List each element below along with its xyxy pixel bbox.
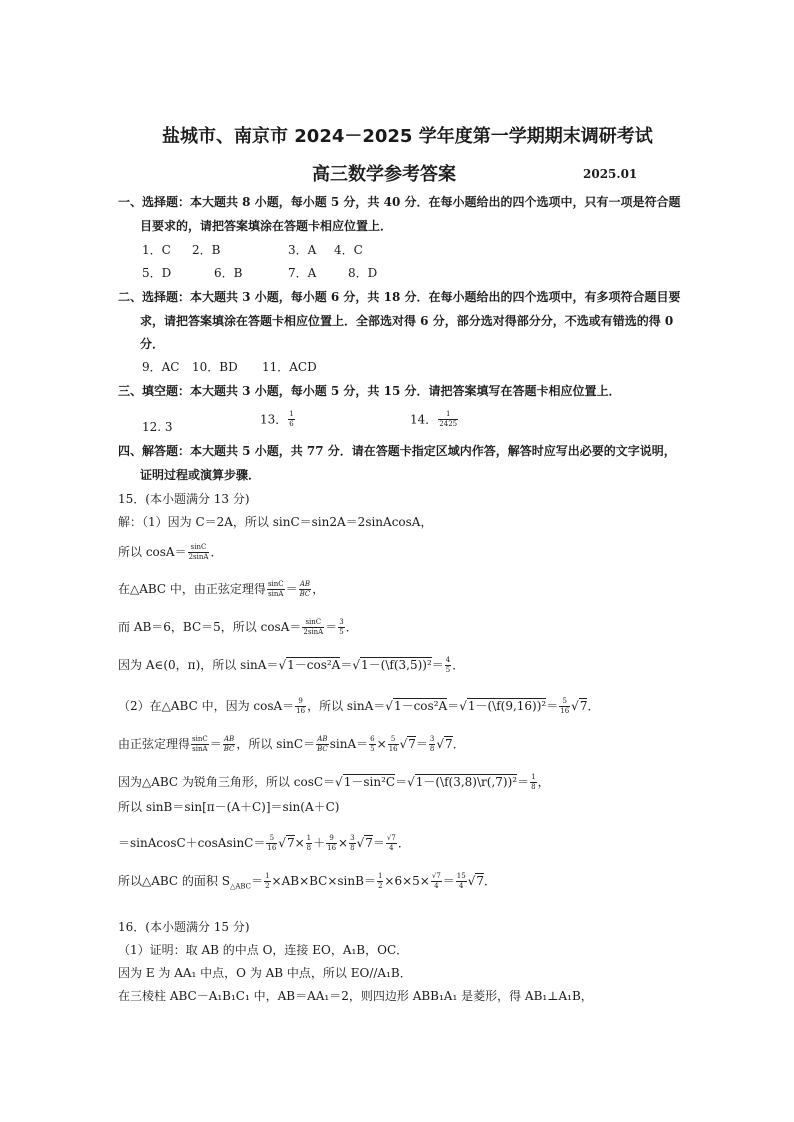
- fraction: [386, 834, 397, 853]
- sqrt-sign: √: [356, 836, 365, 850]
- text: ＝: [395, 775, 408, 789]
- numerator: 1: [438, 410, 458, 420]
- fraction: [299, 580, 312, 599]
- sec4-heading-b: 证明过程或演算步骤．: [140, 468, 261, 482]
- radicand: 1－(\f(3,5))²: [361, 658, 432, 672]
- q16-line-3: 在三棱柱 ABC－A₁B₁C₁ 中，AB＝AA₁＝2，则四边形 ABB₁A₁ 是菱形，得 AB₁⊥A₁B，: [118, 989, 593, 1003]
- q15-line-11: [118, 872, 496, 894]
- sqrt-sign: √: [467, 874, 476, 888]
- text: 所以△ABC 的面积 S: [118, 874, 230, 888]
- fraction: [445, 656, 451, 675]
- text: ×6×5×: [384, 874, 430, 888]
- sqrt-sign: √: [385, 699, 393, 713]
- denominator: 6: [289, 420, 294, 428]
- text: ＝: [340, 658, 353, 672]
- text: ．: [397, 836, 410, 850]
- sec1-heading-a: 一、选择题：本大题共 8 小题，每小题 5 分，共 40 分．在每小题给出的四个选项中，只有一项是符合题: [118, 195, 681, 209]
- q16-header: 16．(本小题满分 15 分): [118, 920, 250, 934]
- numerator: sinC: [192, 735, 208, 743]
- denominator: 5: [339, 628, 344, 636]
- text: ×AB×BC×sinB＝: [271, 874, 376, 888]
- numerator: 6: [370, 735, 375, 743]
- text: ，: [312, 582, 325, 596]
- sqrt-sign: √: [407, 775, 415, 789]
- text: ，所以 sinA＝: [307, 699, 386, 713]
- answer-13: [260, 410, 296, 429]
- q15-line-1: 解：（1）因为 C＝2A，所以 sinC＝sin2A＝2sinAcosA，: [118, 515, 433, 529]
- text: ＝: [517, 775, 530, 789]
- text: ＝: [251, 874, 264, 888]
- numerator: AB: [317, 735, 328, 743]
- denominator: 4: [389, 844, 394, 852]
- sqrt-sign: √: [459, 699, 467, 713]
- fraction: [349, 834, 355, 853]
- sqrt-sign: √: [335, 775, 343, 789]
- text: ＝: [442, 874, 455, 888]
- denominator: 8: [429, 745, 435, 753]
- radicand: 7: [286, 836, 295, 850]
- radicand: 1－(\f(9,16))²: [467, 699, 547, 713]
- fraction: [302, 618, 324, 637]
- denominator: 8: [531, 783, 536, 791]
- numerator: 3: [429, 735, 435, 743]
- fraction: [295, 697, 306, 716]
- q15-line-4: [118, 618, 358, 637]
- q15-line-6: [118, 697, 599, 716]
- text: ．: [587, 699, 600, 713]
- numerator: 4: [445, 656, 451, 664]
- text: ＝: [431, 658, 444, 672]
- numerator: 9: [326, 834, 337, 844]
- text: ．: [484, 874, 497, 888]
- numerator: 3: [350, 834, 355, 842]
- fraction: [306, 834, 312, 853]
- sec4-heading-a: 四、解答题：本大题共 5 小题，共 77 分．请在答题卡指定区域内作答，解答时应写出必要的文字说明，: [118, 444, 676, 458]
- text: ．: [452, 737, 465, 751]
- fraction: [267, 580, 285, 599]
- denominator: 16: [560, 707, 570, 715]
- fraction: [431, 872, 442, 891]
- numerator: 5: [388, 735, 399, 745]
- radicand: 7: [365, 836, 373, 850]
- numerator: AB: [223, 735, 235, 743]
- q15-line-9: 所以 sinB＝sin[π－(A＋C)]＝sin(A＋C): [118, 800, 340, 814]
- text: ＝: [285, 582, 298, 596]
- numerator: AB: [299, 580, 311, 588]
- fraction: [377, 872, 383, 891]
- fraction: [188, 543, 210, 562]
- radicand: 1－(\f(3,8)\r(,7))²: [415, 775, 518, 789]
- text: ，所以 sinC＝: [236, 737, 316, 751]
- denominator: 2425: [439, 420, 458, 428]
- q15-line-7: [118, 735, 465, 754]
- answer-9: 9．AC: [142, 360, 180, 374]
- numerator: 5: [559, 697, 570, 707]
- denominator: 5: [445, 666, 451, 674]
- fraction: [316, 735, 329, 754]
- q15-line-8: [118, 773, 550, 792]
- answer-11: 11．ACD: [262, 360, 317, 374]
- q15-header: 15．(本小题满分 13 分): [118, 492, 250, 506]
- text: ×: [338, 836, 349, 850]
- fraction: [388, 735, 399, 754]
- fraction: [264, 872, 270, 891]
- answer-14-label: 14．: [410, 412, 438, 427]
- text: ＝: [447, 699, 460, 713]
- numerator: 5: [266, 834, 277, 844]
- numerator: sinC: [267, 580, 284, 588]
- numerator: 15: [456, 872, 466, 880]
- fraction: [191, 735, 209, 754]
- sec1-heading-b: 目要求的，请把答案填涂在答题卡相应位置上．: [140, 219, 393, 233]
- text: ＝: [325, 620, 338, 634]
- text: ．: [210, 545, 223, 559]
- numerator: √7: [431, 872, 441, 880]
- numerator: 1: [531, 773, 536, 781]
- text: ×: [376, 737, 387, 751]
- text: ．: [452, 658, 465, 672]
- numerator: 1: [377, 872, 383, 880]
- fraction: [369, 735, 375, 754]
- answer-13-label: 13．: [260, 412, 288, 427]
- denominator: 4: [434, 882, 439, 890]
- q15-line-2: [118, 543, 222, 562]
- numerator: sinC: [188, 543, 210, 553]
- q15-line-10: [118, 834, 410, 853]
- numerator: 9: [295, 697, 306, 707]
- text: ＝: [372, 836, 385, 850]
- denominator: 2: [377, 882, 383, 890]
- fraction: [429, 735, 435, 754]
- answer-14: [410, 410, 459, 429]
- subscript: △ABC: [229, 882, 252, 891]
- text: 在△ABC 中，由正弦定理得: [118, 582, 266, 596]
- page-title: 盐城市、南京市 2024－2025 学年度第一学期期末调研考试: [162, 126, 653, 147]
- numerator: 1: [306, 834, 312, 842]
- sqrt-sign: √: [571, 699, 579, 713]
- fraction: [338, 618, 344, 637]
- denominator: 8: [350, 844, 355, 852]
- text: ＝sinAcosC＋cosAsinC＝: [118, 836, 266, 850]
- text: ×: [294, 836, 305, 850]
- answer-7: 7．A: [288, 266, 317, 280]
- denominator: 2: [265, 882, 270, 890]
- denominator: 8: [306, 844, 312, 852]
- denominator: 16: [267, 844, 277, 852]
- answer-13-fraction: [288, 410, 294, 429]
- fraction: [326, 834, 337, 853]
- text: 因为△ABC 为锐角三角形，所以 cosC＝: [118, 775, 336, 789]
- text: ，: [537, 775, 550, 789]
- q16-line-1: （1）证明：取 AB 的中点 O，连接 EO，A₁B，OC．: [118, 943, 409, 957]
- sec2-heading-a: 二、选择题：本大题共 3 小题，每小题 6 分，共 18 分．在每小题给出的四个选项中，有多项符合题目要: [118, 290, 681, 304]
- denominator: 16: [388, 745, 398, 753]
- answer-2: 2．B: [192, 243, 221, 257]
- text: ＝: [209, 737, 222, 751]
- sec2-heading-b: 求，请把答案填涂在答题卡相应位置上．全部选对得 6 分，部分选对得部分分，不选或有错选的得 0: [140, 314, 674, 328]
- numerator: 1: [265, 872, 270, 880]
- date: 2025.01: [583, 167, 638, 181]
- denominator: BC: [299, 590, 311, 598]
- fraction: [530, 773, 536, 792]
- sec2-heading-c: 分．: [140, 337, 165, 351]
- answer-4: 4．C: [334, 243, 363, 257]
- denominator: 5: [370, 745, 375, 753]
- answer-8: 8．D: [348, 266, 378, 280]
- sqrt-sign: √: [278, 836, 286, 850]
- radicand: 7: [579, 699, 588, 713]
- denominator: 2sinA: [188, 553, 209, 561]
- fraction: [266, 834, 277, 853]
- sqrt-sign: √: [352, 658, 361, 672]
- denominator: 2sinA: [303, 628, 324, 636]
- text: 因为 A∈(0，π)，所以 sinA＝: [118, 658, 279, 672]
- page-subtitle: 高三数学参考答案: [312, 164, 456, 185]
- answer-6: 6．B: [214, 266, 243, 280]
- text: ＝: [546, 699, 559, 713]
- numerator: 3: [339, 618, 344, 626]
- denominator: 16: [327, 844, 337, 852]
- fraction: [559, 697, 570, 716]
- q16-line-2: 因为 E 为 AA₁ 中点，O 为 AB 中点，所以 EO//A₁B．: [118, 966, 412, 980]
- radicand: 1－sin²C: [343, 775, 396, 789]
- answer-1: 1．C: [142, 243, 171, 257]
- text: 由正弦定理得: [118, 737, 191, 751]
- radicand: 7: [476, 874, 485, 888]
- denominator: sinA: [268, 590, 284, 598]
- text: sinA＝: [329, 737, 369, 751]
- radicand: 7: [408, 737, 416, 751]
- sqrt-sign: √: [436, 737, 445, 751]
- text: 所以 cosA＝: [118, 545, 187, 559]
- fraction: [223, 735, 236, 754]
- numerator: sinC: [302, 618, 324, 628]
- text: 而 AB＝6，BC＝5，所以 cosA＝: [118, 620, 302, 634]
- sqrt-sign: √: [278, 658, 287, 672]
- denominator: 16: [296, 707, 306, 715]
- q15-line-5: [118, 656, 464, 675]
- sec3-heading: 三、填空题：本大题共 3 小题，每小题 5 分，共 15 分．请把答案填写在答题卡相应位置上．: [118, 384, 621, 398]
- text: ＋: [313, 836, 326, 850]
- denominator: BC: [317, 745, 328, 753]
- answer-14-fraction: [438, 410, 458, 429]
- numerator: √7: [386, 834, 396, 842]
- q15-line-3: [118, 580, 324, 599]
- radicand: 7: [445, 737, 453, 751]
- denominator: sinA: [192, 745, 208, 753]
- answer-12: 12. 3: [142, 420, 173, 434]
- text: ．: [345, 620, 358, 634]
- fraction: [456, 872, 467, 891]
- sqrt-sign: √: [399, 737, 408, 751]
- text: ＝: [415, 737, 428, 751]
- text: （2）在△ABC 中，因为 cosA＝: [118, 699, 295, 713]
- denominator: BC: [223, 745, 235, 753]
- answer-10: 10．BD: [192, 360, 238, 374]
- numerator: 1: [289, 410, 294, 418]
- radicand: 1－cos²A: [393, 699, 448, 713]
- radicand: 1－cos²A: [287, 658, 341, 672]
- denominator: 4: [459, 882, 464, 890]
- answer-5: 5．D: [142, 266, 172, 280]
- answer-3: 3．A: [288, 243, 317, 257]
